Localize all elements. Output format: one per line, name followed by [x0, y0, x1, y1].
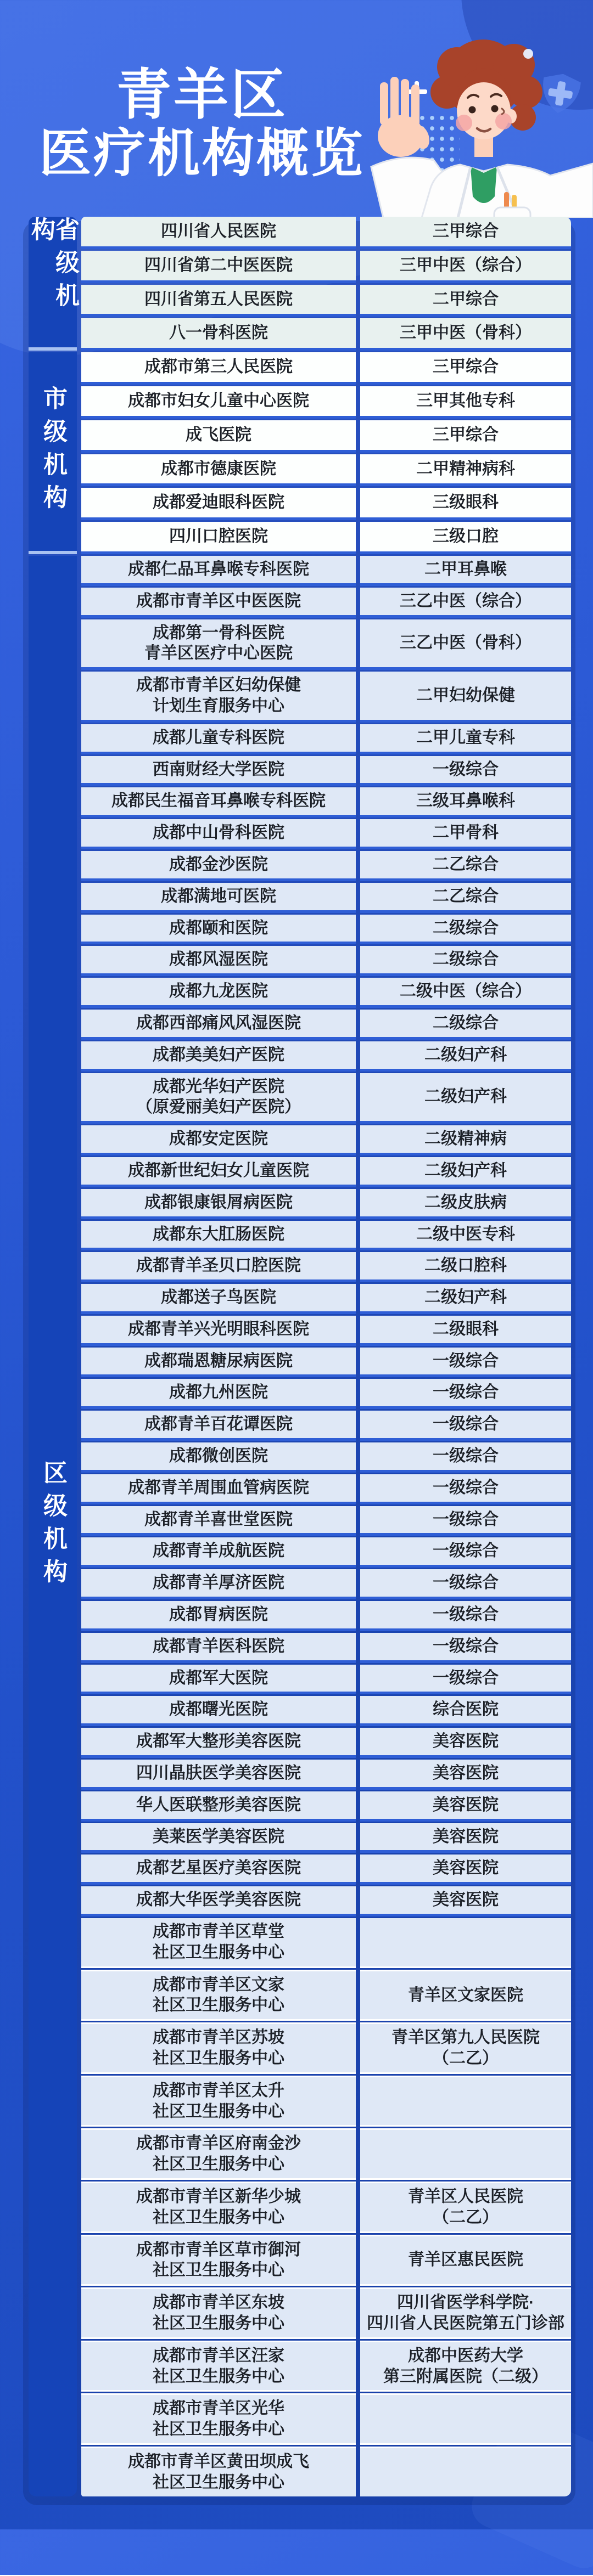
hospital-name	[81, 420, 356, 453]
hospital-rating	[360, 819, 571, 849]
hospital-rating	[360, 1970, 571, 2021]
text-line: 美容医院	[433, 1764, 499, 1783]
hospital-rating	[360, 588, 571, 618]
hospital-name	[81, 619, 356, 670]
text-line: 成都市青羊区汪家	[153, 2346, 284, 2365]
text-line: 综合医院	[433, 1700, 499, 1719]
text-line: 青羊区惠民医院	[408, 2251, 523, 2269]
sidebar-section-municipal	[29, 352, 77, 554]
hospital-rating	[360, 1760, 571, 1790]
text-line: 成都青羊兴光明眼科医院	[128, 1320, 309, 1338]
hospital-rating	[360, 1010, 571, 1040]
hospital-name	[81, 1918, 356, 1968]
text-line: 成都市青羊区新华少城	[136, 2188, 301, 2206]
hospital-name	[81, 1284, 356, 1314]
text-line: 四川省第二中医医院	[144, 256, 293, 274]
text-line: 美容医院	[433, 1827, 499, 1846]
text-line: 青羊区第九人民医院	[391, 2028, 540, 2047]
hospital-name	[81, 522, 356, 554]
hospital-rating	[360, 724, 571, 754]
text-line: 成都市青羊区太升	[153, 2081, 284, 2100]
text-line: 成都中山骨科医院	[153, 824, 284, 842]
hospital-name	[81, 883, 356, 913]
hospital-rating	[360, 1537, 571, 1568]
text-line: 成都市青羊区苏坡	[153, 2028, 284, 2047]
hospital-name	[81, 819, 356, 849]
hospital-name	[81, 2022, 356, 2074]
hospital-name	[81, 2076, 356, 2127]
hospital-name	[81, 1665, 356, 1695]
hospital-rating	[360, 1221, 571, 1251]
hospital-name	[81, 1760, 356, 1790]
text-line: 美莱医学美容医院	[153, 1827, 284, 1846]
hospital-rating	[360, 217, 571, 249]
hospital-rating	[360, 1918, 571, 1968]
text-line: 成都市青羊区妇幼保健	[136, 676, 301, 695]
text-line: 成都青羊周围血管病医院	[128, 1478, 309, 1497]
text-line: 社区卫生服务中心	[153, 2208, 284, 2226]
text-line: 成都仁品耳鼻喉专科医院	[128, 560, 309, 578]
text-line: （二乙）	[433, 2208, 499, 2226]
hospital-rating	[360, 522, 571, 554]
text-line: 成都艺星医疗美容医院	[136, 1859, 301, 1878]
text-line: 三甲其他专科	[416, 391, 515, 410]
text-line: 成都市德康医院	[161, 459, 276, 478]
text-line: 三甲综合	[433, 425, 499, 444]
text-line: 成都瑞恩糖尿病医院	[144, 1351, 293, 1370]
text-line: 二级中医（综合）	[400, 982, 532, 1001]
doctor-illustration	[351, 29, 593, 218]
hospital-name	[81, 787, 356, 818]
hospital-rating	[360, 1855, 571, 1885]
text-line: 社区卫生服务中心	[153, 2314, 284, 2332]
pen-icon	[512, 195, 517, 208]
hospital-rating	[360, 285, 571, 317]
text-line: 成都美美妇产医院	[153, 1045, 284, 1064]
text-line: 成都颐和医院	[169, 918, 268, 937]
text-line: 三级耳鼻喉科	[416, 792, 515, 810]
page-title-line2: 医疗机构概览	[38, 125, 365, 183]
hospital-rating	[360, 1157, 571, 1187]
hospital-name	[81, 1474, 356, 1504]
text-line: （二乙）	[433, 2049, 499, 2068]
hospital-rating	[360, 1569, 571, 1599]
text-line: 成都九州医院	[169, 1383, 268, 1402]
hospital-rating	[360, 883, 571, 913]
hospital-name	[81, 1970, 356, 2021]
text-line: 成都胃病医院	[169, 1605, 268, 1624]
text-line: 二乙综合	[433, 855, 499, 873]
text-line: 社区卫生服务中心	[153, 2473, 284, 2492]
text-line: 成都市青羊区草市御河	[136, 2240, 301, 2259]
hospital-rating	[360, 978, 571, 1008]
hospital-name	[81, 285, 356, 317]
text-line: 二级妇产科	[424, 1161, 507, 1180]
text-line: 成都第一骨科医院	[153, 623, 284, 642]
hospital-name	[81, 454, 356, 487]
hospital-rating	[360, 1252, 571, 1282]
hospital-name	[81, 2341, 356, 2392]
text-line: 成都青羊圣贝口腔医院	[136, 1256, 301, 1275]
text-line: 社区卫生服务中心	[153, 2420, 284, 2439]
hospital-name	[81, 851, 356, 881]
text-line: 成都民生福音耳鼻喉专科医院	[111, 792, 326, 810]
text-line: 美容医院	[433, 1859, 499, 1878]
text-line: （原爱丽美妇产医院）	[136, 1098, 301, 1117]
text-line: 成都市青羊区东坡	[153, 2293, 284, 2312]
text-line: 社区卫生服务中心	[153, 2367, 284, 2386]
hospital-name	[81, 1316, 356, 1346]
hospital-rating	[360, 352, 571, 385]
hospital-rating	[360, 2447, 571, 2496]
text-line: 一级综合	[433, 1510, 499, 1529]
text-line: 社区卫生服务中心	[153, 2155, 284, 2174]
text-line: 成都青羊医科医院	[153, 1637, 284, 1655]
hospital-name	[81, 1189, 356, 1219]
text-line: 成都送子鸟医院	[161, 1288, 276, 1307]
hospital-rating	[360, 915, 571, 945]
text-line: 成都青羊喜世堂医院	[144, 1510, 293, 1529]
text-line: 一级综合	[433, 1605, 499, 1624]
hospital-rating	[360, 2076, 571, 2127]
hospital-name	[81, 1537, 356, 1568]
hospital-rating	[360, 1665, 571, 1695]
hospital-rating	[360, 1696, 571, 1726]
sidebar-section-district	[29, 556, 77, 2496]
hospital-rating	[360, 1442, 571, 1473]
text-line: 第三附属医院（二级）	[383, 2367, 548, 2386]
text-line: 成都军大整形美容医院	[136, 1732, 301, 1751]
hospital-rating	[360, 619, 571, 670]
hospital-name	[81, 318, 356, 351]
hospital-rating	[360, 672, 571, 723]
hospital-name	[81, 946, 356, 976]
text-line: 四川省人民医院第五门诊部	[367, 2314, 564, 2332]
hospital-name	[81, 1221, 356, 1251]
hospital-name	[81, 1010, 356, 1040]
hospital-name	[81, 756, 356, 786]
text-line: 三甲中医（综合）	[400, 256, 532, 274]
hospital-rating	[360, 2022, 571, 2074]
hospital-name	[81, 1823, 356, 1853]
hospital-rating	[360, 1348, 571, 1378]
hospital-name	[81, 588, 356, 618]
text-line: 青羊区人民医院	[408, 2188, 523, 2206]
hospital-name	[81, 556, 356, 586]
hospital-rating	[360, 787, 571, 818]
text-line: 成都风湿医院	[169, 950, 268, 969]
hospital-name	[81, 1125, 356, 1155]
hospital-rating	[360, 2235, 571, 2286]
hospital-name	[81, 1157, 356, 1187]
text-line: 成都市第三人民医院	[144, 358, 293, 376]
text-line: 一级综合	[433, 760, 499, 779]
hospital-name	[81, 1348, 356, 1378]
hospital-name	[81, 2393, 356, 2445]
text-line: 二级妇产科	[424, 1087, 507, 1106]
text-line: 成都微创医院	[169, 1447, 268, 1465]
hospital-rating	[360, 386, 571, 419]
text-line: 成都新世纪妇女儿童医院	[128, 1161, 309, 1180]
sidebar-section-label: 省级机构	[27, 217, 79, 315]
text-line: 美容医院	[433, 1891, 499, 1909]
hospital-name	[81, 1252, 356, 1282]
text-line: 二级妇产科	[424, 1288, 507, 1307]
text-line: 一级综合	[433, 1447, 499, 1465]
hospital-rating	[360, 1601, 571, 1631]
text-line: 西南财经大学医院	[153, 760, 284, 779]
text-line: 二甲精神病科	[416, 459, 515, 478]
hospital-name	[81, 1791, 356, 1822]
text-line: 二甲耳鼻喉	[424, 560, 507, 578]
text-line: 成都满地可医院	[161, 887, 276, 905]
hospital-rating	[360, 756, 571, 786]
text-line: 成都光华妇产医院	[153, 1077, 284, 1096]
text-line: 成都九龙医院	[169, 982, 268, 1001]
text-line: 二级妇产科	[424, 1045, 507, 1064]
text-line: 三甲综合	[433, 222, 499, 240]
text-line: 成都市妇女儿童中心医院	[128, 391, 309, 410]
text-line: 计划生育服务中心	[153, 696, 284, 715]
text-line: 二甲妇幼保健	[416, 686, 515, 705]
text-line: 八一骨科医院	[169, 324, 268, 342]
text-line: 一级综合	[433, 1669, 499, 1687]
page-title	[32, 65, 372, 183]
text-line: 四川省医学科学院·	[397, 2293, 534, 2312]
hospital-rating	[360, 556, 571, 586]
hospital-name	[81, 1601, 356, 1631]
text-line: 青羊区医疗中心医院	[144, 644, 293, 663]
hospital-rating	[360, 1633, 571, 1663]
text-line: 成都安定医院	[169, 1130, 268, 1148]
text-line: 成都市青羊区黄田坝成飞	[128, 2452, 309, 2471]
hospital-rating	[360, 1823, 571, 1853]
hospital-name	[81, 1442, 356, 1473]
hospital-rating	[360, 2182, 571, 2233]
hospital-name	[81, 724, 356, 754]
text-line: 二级眼科	[433, 1320, 499, 1338]
hospital-name	[81, 251, 356, 283]
text-line: 青羊区文家医院	[408, 1986, 523, 2004]
hospital-name	[81, 217, 356, 249]
text-line: 成飞医院	[186, 425, 251, 444]
text-line: 二级综合	[433, 918, 499, 937]
hospital-name	[81, 386, 356, 419]
text-line: 社区卫生服务中心	[153, 1996, 284, 2015]
text-line: 成都爱迪眼科医院	[153, 493, 284, 512]
text-line: 美容医院	[433, 1732, 499, 1751]
text-line: 成都青羊厚济医院	[153, 1574, 284, 1592]
hospital-name	[81, 978, 356, 1008]
hospital-rating	[360, 1189, 571, 1219]
hospital-name	[81, 1569, 356, 1599]
hospital-name	[81, 915, 356, 945]
hospital-name	[81, 1633, 356, 1663]
text-line: 三甲中医（骨科）	[400, 324, 532, 342]
hospital-name	[81, 1886, 356, 1917]
text-line: 成都军大医院	[169, 1669, 268, 1687]
text-line: 成都市青羊区光华	[153, 2399, 284, 2418]
text-line: 二甲综合	[433, 290, 499, 308]
hospital-name	[81, 352, 356, 385]
hospital-name	[81, 1041, 356, 1072]
hospital-rating	[360, 1125, 571, 1155]
text-line: 成都市青羊区文家	[153, 1975, 284, 1994]
sidebar-section-provincial	[29, 217, 77, 351]
text-line: 一级综合	[433, 1383, 499, 1402]
hospital-rating	[360, 420, 571, 453]
text-line: 二级皮肤病	[424, 1193, 507, 1211]
text-line: 成都市青羊区府南金沙	[136, 2134, 301, 2153]
text-line: 成都西部痛风风湿医院	[136, 1013, 301, 1032]
text-line: 成都青羊百花谭医院	[144, 1415, 293, 1434]
text-line: 二甲骨科	[433, 824, 499, 842]
hospital-name	[81, 2235, 356, 2286]
text-line: 成都金沙医院	[169, 855, 268, 873]
hospital-table	[29, 217, 571, 2496]
hospital-rating	[360, 1284, 571, 1314]
hospital-rating	[360, 2341, 571, 2392]
hospital-name	[81, 1506, 356, 1536]
hospital-rating	[360, 851, 571, 881]
text-line: 四川晶肤医学美容医院	[136, 1764, 301, 1783]
hospital-rating	[360, 1041, 571, 1072]
text-line: 成都银康银屑病医院	[144, 1193, 293, 1211]
hospital-name	[81, 1073, 356, 1124]
hospital-rating	[360, 1411, 571, 1441]
text-line: 社区卫生服务中心	[153, 2261, 284, 2280]
hospital-name	[81, 2287, 356, 2339]
text-line: 一级综合	[433, 1351, 499, 1370]
text-line: 一级综合	[433, 1478, 499, 1497]
pen-icon	[504, 192, 509, 208]
shield-cross-icon	[539, 71, 582, 116]
hospital-name	[81, 1696, 356, 1726]
text-line: 一级综合	[433, 1637, 499, 1655]
hospital-name	[81, 1728, 356, 1758]
text-line: 二级综合	[433, 950, 499, 969]
text-line: 一级综合	[433, 1415, 499, 1434]
text-line: 一级综合	[433, 1574, 499, 1592]
text-line: 成都青羊成航医院	[153, 1542, 284, 1560]
text-line: 四川口腔医院	[169, 527, 268, 546]
text-line: 社区卫生服务中心	[153, 1943, 284, 1961]
hospital-name	[81, 1855, 356, 1885]
text-line: 二甲儿童专科	[416, 728, 515, 747]
hospital-name	[81, 2182, 356, 2233]
hospital-rating	[360, 946, 571, 976]
hospital-rating	[360, 2393, 571, 2445]
text-line: 成都中医药大学	[408, 2346, 523, 2365]
hospital-rating	[360, 1728, 571, 1758]
text-line: 社区卫生服务中心	[153, 2049, 284, 2068]
text-line: 三乙中医（骨科）	[400, 634, 532, 652]
text-line: 三级口腔	[433, 527, 499, 546]
hospital-rating	[360, 1316, 571, 1346]
hospital-name	[81, 2447, 356, 2496]
hospital-rating	[360, 1379, 571, 1409]
sidebar-section-label: 区级机构	[40, 1460, 66, 1592]
dot-decor	[523, 49, 533, 59]
text-line: 二级精神病	[424, 1130, 507, 1148]
text-line: 四川省人民医院	[161, 222, 276, 240]
hospital-name	[81, 672, 356, 723]
text-line: 三甲综合	[433, 358, 499, 376]
hospital-rating	[360, 1791, 571, 1822]
text-line: 四川省第五人民医院	[144, 290, 293, 308]
text-line: 成都曙光医院	[169, 1700, 268, 1719]
text-line: 成都儿童专科医院	[153, 728, 284, 747]
text-line: 二级综合	[433, 1013, 499, 1032]
text-line: 一级综合	[433, 1542, 499, 1560]
hospital-rating	[360, 454, 571, 487]
text-line: 三乙中医（综合）	[400, 591, 532, 610]
text-line: 成都大华医学美容医院	[136, 1891, 301, 1909]
text-line: 成都市青羊区中医医院	[136, 591, 301, 610]
header	[0, 0, 593, 217]
hospital-rating	[360, 1474, 571, 1504]
hospital-name	[81, 488, 356, 520]
hospital-table-section	[0, 217, 593, 2529]
hospital-rating	[360, 251, 571, 283]
text-line: 成都市青羊区草堂	[153, 1923, 284, 1941]
doctor-hand	[378, 77, 432, 157]
text-line: 二级口腔科	[424, 1256, 507, 1275]
hospital-name	[81, 2128, 356, 2180]
hospital-rating	[360, 2287, 571, 2339]
hospital-rating	[360, 318, 571, 351]
text-line: 二级中医专科	[416, 1225, 515, 1243]
text-line: 社区卫生服务中心	[153, 2102, 284, 2121]
hospital-rating	[360, 2128, 571, 2180]
hospital-name	[81, 1379, 356, 1409]
text-line: 二乙综合	[433, 887, 499, 905]
text-line: 美容医院	[433, 1795, 499, 1814]
hospital-rating	[360, 1506, 571, 1536]
sidebar-section-label: 市级机构	[40, 386, 66, 518]
hospital-rating	[360, 488, 571, 520]
page-title-line1: 青羊区	[116, 64, 288, 126]
text-line: 三级眼科	[433, 493, 499, 512]
hospital-rating	[360, 1073, 571, 1124]
hospital-name	[81, 1411, 356, 1441]
hospital-rating	[360, 1886, 571, 1917]
text-line: 成都东大肛肠医院	[153, 1225, 284, 1243]
text-line: 华人医联整形美容医院	[136, 1795, 301, 1814]
